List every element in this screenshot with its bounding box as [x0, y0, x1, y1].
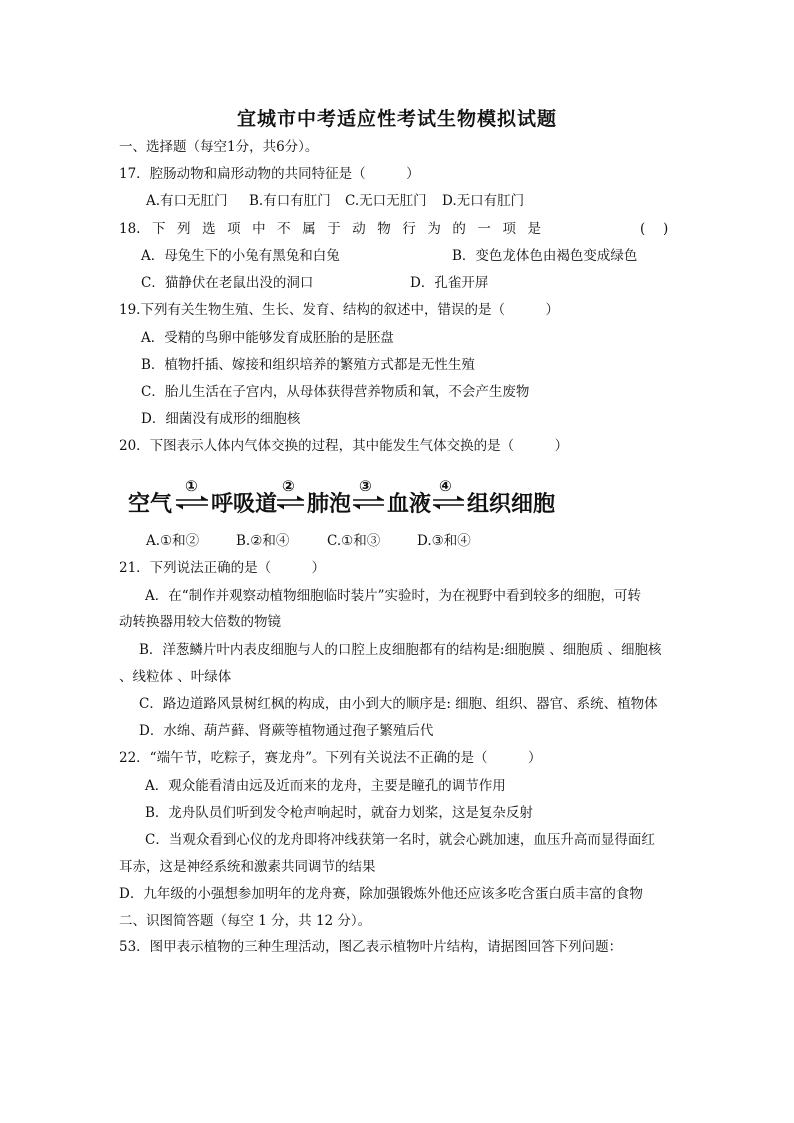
- option-b: B.有口有肛门: [249, 193, 331, 209]
- option-a-line2: 动转换器用较大倍数的物镜: [119, 614, 281, 630]
- option-c: C.①和③: [327, 533, 381, 549]
- section-choice-heading: 一、选择题（每空1分，共6分）。: [119, 139, 319, 155]
- question-19-stem: 19.下列有关生物生殖、生长、发育、结构的叙述中，错误的是（ ）: [119, 302, 559, 318]
- option-d: D．水绵、葫芦藓、肾蕨等植物通过孢子繁殖后代: [139, 723, 434, 739]
- option-d: D.③和④: [417, 533, 471, 549]
- option-a: A.有口无肛门: [146, 193, 228, 209]
- diagram-word-blood: 血液: [387, 492, 432, 517]
- gas-exchange-diagram: [128, 474, 558, 520]
- exchange-arrow-2: [277, 496, 304, 510]
- option-d: D.无口有肛门: [442, 193, 525, 209]
- option-a: A．受精的鸟卵中能够发育成胚胎的是胚盘: [141, 330, 394, 346]
- option-c: C．胎儿生活在子宫内，从母体获得营养物质和氧，不会产生废物: [141, 384, 530, 400]
- option-b-line2: 、线粒体 、叶绿体: [119, 669, 232, 685]
- option-c: C．猫静伏在老鼠出没的洞口: [141, 275, 314, 291]
- option-d: D．孔雀开屏: [410, 275, 489, 291]
- question-53-stem: 53．图甲表示植物的三种生理活动，图乙表示植物叶片结构，请据图回答下列问题：: [119, 939, 623, 955]
- option-c-line2: 耳赤，这是神经系统和激素共同调节的结果: [119, 859, 376, 875]
- section-figure-heading: 二、识图简答题（每空 1 分，共 12 分）。: [119, 913, 372, 929]
- exchange-arrow-1: [176, 496, 208, 510]
- question-21-stem: 21．下列说法正确的是（ ）: [119, 560, 326, 576]
- option-c-line1: C．当观众看到心仪的龙舟即将冲线获第一名时，就会心跳加速，血压升高而显得面红: [145, 832, 655, 848]
- question-18-stem: 18. 下 列 选 项 中 不 属 于 动 物 行 为 的 一 项 是: [119, 221, 541, 237]
- option-b-line1: B．洋葱鳞片叶内表皮细胞与人的口腔上皮细胞都有的结构是:细胞膜 、细胞质 、细胞核: [139, 642, 662, 658]
- diagram-number-3: ③: [359, 477, 372, 495]
- diagram-number-1: ①: [185, 477, 198, 495]
- option-a: A．母兔生下的小兔有黑兔和白兔: [141, 248, 340, 264]
- option-a: A．观众能看清由远及近而来的龙舟，主要是瞳孔的调节作用: [145, 778, 506, 794]
- diagram-word-air: 空气: [128, 492, 173, 517]
- diagram-word-respiratory-tract: 呼吸道: [211, 492, 278, 517]
- option-b: B．龙舟队员们听到发令枪声响起时，就奋力划桨，这是复杂反射: [145, 805, 533, 821]
- question-17-stem: 17．腔肠动物和扁形动物的共同特征是（ ）: [119, 166, 420, 182]
- exchange-arrow-4: [433, 496, 464, 510]
- option-b: B．变色龙体色由褐色变成绿色: [452, 248, 638, 264]
- option-d: D．九年级的小强想参加明年的龙舟赛，除加强锻炼外他还应该多吃含蛋白质丰富的食物: [119, 886, 643, 902]
- page-title: 宜城市中考适应性考试生物模拟试题: [236, 108, 557, 130]
- question-22-stem: 22．“端午节，吃粽子，赛龙舟”。下列有关说法不正确的是（ ）: [119, 750, 542, 766]
- diagram-word-alveoli: 肺泡: [307, 492, 352, 517]
- option-c: C．路边道路风景树红枫的构成，由小到大的顺序是: 细胞、组织、器官、系统、植物体: [139, 696, 658, 712]
- diagram-number-4: ④: [439, 477, 452, 495]
- option-c: C.无口无肛门: [345, 193, 427, 209]
- exchange-arrow-3: [353, 496, 384, 510]
- option-d: D．细菌没有成形的细胞核: [141, 411, 301, 427]
- option-a-line1: A．在“制作并观察动植物细胞临时装片”实验时，为在视野中看到较多的细胞，可转: [145, 588, 642, 604]
- diagram-word-tissue-cells: 组织细胞: [467, 492, 556, 517]
- question-20-stem: 20．下图表示人体内气体交换的过程，其中能发生气体交换的是（ ）: [119, 438, 569, 454]
- option-a: A.①和②: [146, 533, 200, 549]
- diagram-number-2: ②: [282, 477, 295, 495]
- question-18-blank: ( ): [640, 221, 669, 237]
- option-b: B．植物扦插、嫁接和组织培养的繁殖方式都是无性生殖: [141, 357, 475, 373]
- option-b: B.②和④: [236, 533, 290, 549]
